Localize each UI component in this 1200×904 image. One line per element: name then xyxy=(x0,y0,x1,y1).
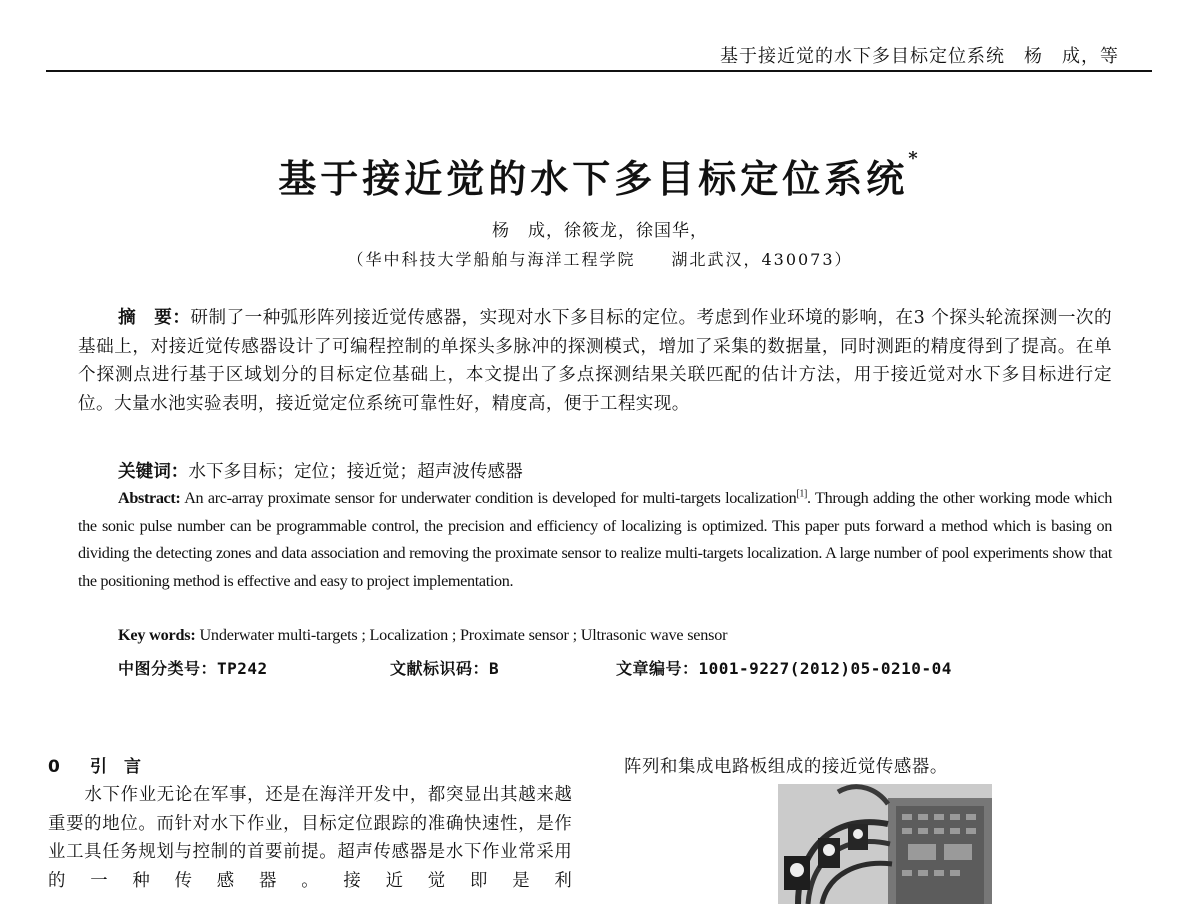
article-no-label: 文章编号： xyxy=(616,659,699,678)
title-footnote-mark: * xyxy=(908,148,922,169)
affiliation-location: 湖北武汉，430073） xyxy=(671,250,853,269)
article-no-value: 1001-9227(2012)05-0210-04 xyxy=(698,659,952,678)
doc-code-label: 文献标识码： xyxy=(390,659,490,678)
right-column-text: 阵列和集成电路板组成的接近觉传感器。 xyxy=(624,757,948,777)
running-head: 基于接近觉的水下多目标定位系统 杨 成，等 xyxy=(720,46,1119,67)
clc-value: TP242 xyxy=(217,659,268,678)
clc-label: 中图分类号： xyxy=(118,659,218,678)
keywords-cn-text: 水下多目标；定位；接近觉；超声波传感器 xyxy=(188,462,523,482)
intro-paragraph xyxy=(48,781,572,895)
citation-ref: [1] xyxy=(796,488,808,500)
paper-title-text: 基于接近觉的水下多目标定位系统 xyxy=(278,156,909,201)
abstract-cn-label: 摘 要： xyxy=(118,307,191,328)
keywords-en-text: Underwater multi-targets ; Localization ; Proximate sensor ; Ultrasonic wave sensor xyxy=(199,626,728,644)
sensor-photo xyxy=(778,784,992,904)
affiliation-institution: （华中科技大学船舶与海洋工程学院 xyxy=(347,250,636,269)
doc-code-value: B xyxy=(489,659,500,678)
abstract-en-text-1: An arc-array proximate sensor for underwater condition is developed for multi-targets localization xyxy=(184,489,797,507)
abstract-cn xyxy=(78,304,1112,418)
abstract-cn-text: 研制了一种弧形阵列接近觉传感器，实现对水下多目标的定位。考虑到作业环境的影响，在3 个探头轮流探测一次的基础上，对接近觉传感器设计了可编程控制的单探头多脉冲的探测模式，增加了采集的数据量，同时测距的精度得到了提高。在单个探测点进行基于区域划分的目标定位基础上，本文提出了多点探测结果关联匹配的估计方法，用于接近觉对水下多目标进行定位。大量水池实验表明，接近觉定位系统可靠性好，精度高，便于工程实现。 xyxy=(78,308,1112,414)
clc-number xyxy=(118,656,268,679)
section-heading xyxy=(48,752,141,777)
section-number: 0 xyxy=(48,757,60,777)
keywords-en xyxy=(118,626,727,645)
authors: 杨 成，徐筱龙，徐国华， xyxy=(492,221,708,241)
affiliation xyxy=(0,247,1200,270)
article-number xyxy=(616,656,952,679)
intro-paragraph-text: 水下作业无论在军事，还是在海洋开发中，都突显出其越来越重要的地位。而针对水下作业，目标定位跟踪的准确快速性，是作业工具任务规划与控制的首要前提。超声传感器是水下作业常采用的一种传感器。接近觉即是利 xyxy=(48,785,572,891)
abstract-en-label: Abstract: xyxy=(118,489,181,507)
paper-title xyxy=(0,148,1200,203)
abstract-en xyxy=(78,485,1112,595)
header-rule xyxy=(46,70,1152,72)
abstract-en-text-2: . Through adding the other working mode which the sonic pulse number can be programmable control, the precision and efficiency of localizing is optimized. This paper puts forward a method which is basing on dividing the detecting zones and data association and removing the proximate sensor to realize multi-targets localization. A large number of pool experiments show that the positioning method is effective and easy to project implementation. xyxy=(78,489,1112,590)
document-code xyxy=(390,656,499,679)
keywords-en-label: Key words: xyxy=(118,626,196,644)
keywords-cn xyxy=(118,458,523,483)
section-title: 引 言 xyxy=(90,757,141,777)
keywords-cn-label: 关键词： xyxy=(118,461,189,482)
